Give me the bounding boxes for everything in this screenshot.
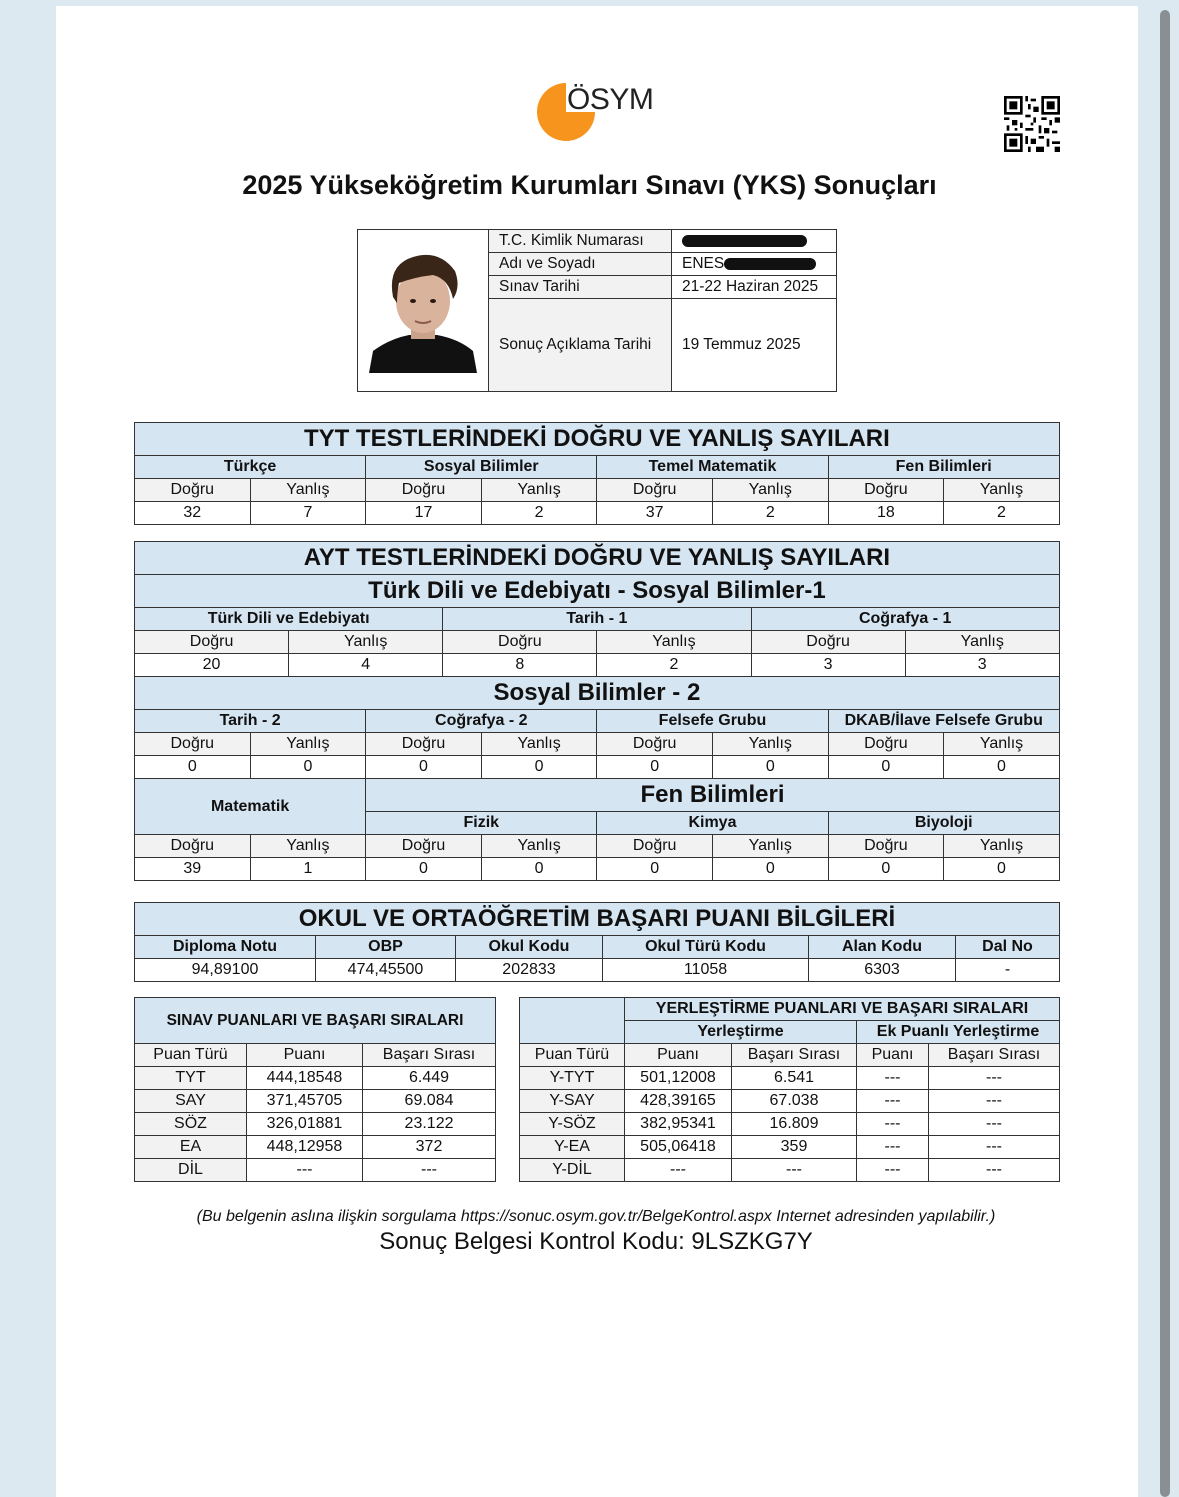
count-cell: 0 (481, 756, 597, 779)
tyt-table (134, 422, 1060, 525)
ayt-title: AYT TESTLERİNDEKİ DOĞRU VE YANLIŞ SAYILARI (135, 542, 1060, 575)
result-date-label: Sonuç Açıklama Tarihi (489, 299, 672, 392)
count-cell: 2 (481, 502, 597, 525)
subject-header: Türk Dili ve Edebiyatı (135, 608, 443, 631)
rank-cell: 6.541 (732, 1067, 857, 1090)
ayt-sos2-title: Sosyal Bilimler - 2 (135, 677, 1060, 710)
control-code: Sonuç Belgesi Kontrol Kodu: 9LSZKG7Y (379, 1228, 813, 1255)
school-value: 11058 (603, 959, 809, 982)
count-cell: 2 (944, 502, 1060, 525)
subject-header: Fizik (366, 812, 597, 835)
score-type: Y-DİL (520, 1159, 625, 1182)
col-dogru: Doğru (828, 835, 944, 858)
ayt-tde-title: Türk Dili ve Edebiyatı - Sosyal Bilimler-1 (135, 575, 1060, 608)
tyt-title: TYT TESTLERİNDEKİ DOĞRU VE YANLIŞ SAYILARI (135, 423, 1060, 456)
candidate-info-table (357, 229, 837, 392)
col-yanlis: Yanlış (481, 835, 597, 858)
rank-cell: 372 (363, 1136, 496, 1159)
school-header: Okul Türü Kodu (603, 936, 809, 959)
ek-score-cell: --- (857, 1113, 929, 1136)
count-cell: 0 (828, 858, 944, 881)
exam-date-label: Sınav Tarihi (489, 276, 672, 299)
score-cell: 505,06418 (625, 1136, 732, 1159)
col-dogru: Doğru (828, 733, 944, 756)
count-cell: 0 (828, 756, 944, 779)
school-value: 94,89100 (135, 959, 316, 982)
count-cell: 0 (481, 858, 597, 881)
ek-rank-cell: --- (929, 1159, 1060, 1182)
count-cell: 0 (712, 756, 828, 779)
col-dogru: Doğru (828, 479, 944, 502)
col-dogru: Doğru (135, 631, 289, 654)
name-value: ENES (672, 253, 837, 276)
col-dogru: Doğru (597, 479, 713, 502)
col-yanlis: Yanlış (250, 835, 366, 858)
count-cell: 1 (250, 858, 366, 881)
school-header: Okul Kodu (456, 936, 603, 959)
school-header: Diploma Notu (135, 936, 316, 959)
ek-score-cell: --- (857, 1090, 929, 1113)
matematik-header: Matematik (135, 779, 366, 835)
school-value: 474,45500 (316, 959, 456, 982)
subject-header: Kimya (597, 812, 828, 835)
scrollbar[interactable] (1160, 10, 1170, 1497)
rank-cell: 67.038 (732, 1090, 857, 1113)
col-yanlis: Yanlış (481, 733, 597, 756)
col-puani: Puanı (625, 1044, 732, 1067)
count-cell: 0 (250, 756, 366, 779)
score-cell: 428,39165 (625, 1090, 732, 1113)
school-value: 202833 (456, 959, 603, 982)
subject-header: Felsefe Grubu (597, 710, 828, 733)
ek-puanli-header: Ek Puanlı Yerleştirme (857, 1021, 1060, 1044)
col-yanlis: Yanlış (944, 479, 1060, 502)
school-header: Alan Kodu (809, 936, 956, 959)
col-puani: Puanı (857, 1044, 929, 1067)
col-basari: Başarı Sırası (929, 1044, 1060, 1067)
score-cell: 501,12008 (625, 1067, 732, 1090)
placement-title: YERLEŞTİRME PUANLARI VE BAŞARI SIRALARI (625, 998, 1060, 1021)
subject-header: Coğrafya - 1 (751, 608, 1059, 631)
count-cell: 2 (712, 502, 828, 525)
score-cell: --- (625, 1159, 732, 1182)
ek-score-cell: --- (857, 1136, 929, 1159)
count-cell: 2 (597, 654, 751, 677)
school-table (134, 902, 1060, 982)
score-type: Y-SAY (520, 1090, 625, 1113)
school-header: Dal No (956, 936, 1060, 959)
subject-header: Tarih - 1 (443, 608, 751, 631)
col-yanlis: Yanlış (905, 631, 1059, 654)
ek-score-cell: --- (857, 1067, 929, 1090)
exam-date-value: 21-22 Haziran 2025 (672, 276, 837, 299)
count-cell: 0 (944, 858, 1060, 881)
col-yanlis: Yanlış (712, 835, 828, 858)
name-label: Adı ve Soyadı (489, 253, 672, 276)
count-cell: 3 (751, 654, 905, 677)
exam-scores-table (134, 997, 496, 1182)
rank-cell: --- (363, 1159, 496, 1182)
col-dogru: Doğru (597, 835, 713, 858)
col-dogru: Doğru (135, 733, 251, 756)
count-cell: 20 (135, 654, 289, 677)
score-type: Y-TYT (520, 1067, 625, 1090)
col-yanlis: Yanlış (481, 479, 597, 502)
rank-cell: 16.809 (732, 1113, 857, 1136)
count-cell: 37 (597, 502, 713, 525)
subject-header: Sosyal Bilimler (366, 456, 597, 479)
col-dogru: Doğru (135, 479, 251, 502)
redaction-mark (724, 258, 816, 270)
subject-header: Coğrafya - 2 (366, 710, 597, 733)
qr-code-icon (1004, 96, 1060, 152)
count-cell: 0 (135, 756, 251, 779)
col-dogru: Doğru (751, 631, 905, 654)
count-cell: 39 (135, 858, 251, 881)
score-cell: 371,45705 (247, 1090, 363, 1113)
count-cell: 0 (944, 756, 1060, 779)
count-cell: 0 (597, 756, 713, 779)
col-yanlis: Yanlış (597, 631, 751, 654)
rank-cell: 23.122 (363, 1113, 496, 1136)
count-cell: 18 (828, 502, 944, 525)
score-cell: 326,01881 (247, 1113, 363, 1136)
score-type: SAY (135, 1090, 247, 1113)
col-yanlis: Yanlış (944, 835, 1060, 858)
count-cell: 17 (366, 502, 482, 525)
yerlestirme-header: Yerleştirme (625, 1021, 857, 1044)
count-cell: 32 (135, 502, 251, 525)
col-yanlis: Yanlış (289, 631, 443, 654)
subject-header: DKAB/İlave Felsefe Grubu (828, 710, 1059, 733)
col-dogru: Doğru (366, 835, 482, 858)
score-type: Y-SÖZ (520, 1113, 625, 1136)
col-yanlis: Yanlış (712, 733, 828, 756)
col-dogru: Doğru (135, 835, 251, 858)
rank-cell: --- (732, 1159, 857, 1182)
col-puan-turu: Puan Türü (135, 1044, 247, 1067)
count-cell: 3 (905, 654, 1059, 677)
tc-value (672, 230, 837, 253)
rank-cell: 69.084 (363, 1090, 496, 1113)
subject-header: Temel Matematik (597, 456, 828, 479)
school-value: - (956, 959, 1060, 982)
school-title: OKUL VE ORTAÖĞRETİM BAŞARI PUANI BİLGİLERİ (135, 903, 1060, 936)
col-dogru: Doğru (597, 733, 713, 756)
school-header: OBP (316, 936, 456, 959)
count-cell: 7 (250, 502, 366, 525)
count-cell: 8 (443, 654, 597, 677)
tc-label: T.C. Kimlik Numarası (489, 230, 672, 253)
subject-header: Fen Bilimleri (828, 456, 1059, 479)
ek-rank-cell: --- (929, 1067, 1060, 1090)
count-cell: 4 (289, 654, 443, 677)
score-cell: --- (247, 1159, 363, 1182)
col-dogru: Doğru (366, 479, 482, 502)
ek-rank-cell: --- (929, 1113, 1060, 1136)
candidate-photo (358, 230, 489, 392)
score-type: EA (135, 1136, 247, 1159)
col-yanlis: Yanlış (712, 479, 828, 502)
score-type: TYT (135, 1067, 247, 1090)
score-type: SÖZ (135, 1113, 247, 1136)
score-type: Y-EA (520, 1136, 625, 1159)
score-type: DİL (135, 1159, 247, 1182)
placement-scores-table (519, 997, 1060, 1182)
result-date-value: 19 Temmuz 2025 (672, 299, 837, 392)
redaction-mark (682, 235, 807, 247)
count-cell: 0 (366, 756, 482, 779)
count-cell: 0 (366, 858, 482, 881)
count-cell: 0 (712, 858, 828, 881)
fen-title: Fen Bilimleri (366, 779, 1060, 812)
score-cell: 448,12958 (247, 1136, 363, 1159)
score-cell: 444,18548 (247, 1067, 363, 1090)
verification-note: (Bu belgenin aslına ilişkin sorgulama https://sonuc.osym.gov.tr/BelgeKontrol.aspx Internet adresinden yapılabilir.) (196, 1208, 996, 1225)
exam-scores-title: SINAV PUANLARI VE BAŞARI SIRALARI (135, 998, 496, 1044)
ayt-table (134, 541, 1060, 881)
subject-header: Biyoloji (828, 812, 1059, 835)
subject-header: Türkçe (135, 456, 366, 479)
score-cell: 382,95341 (625, 1113, 732, 1136)
col-dogru: Doğru (366, 733, 482, 756)
ek-rank-cell: --- (929, 1090, 1060, 1113)
page-title: 2025 Yükseköğretim Kurumları Sınavı (YKS) Sonuçları (242, 170, 937, 200)
school-value: 6303 (809, 959, 956, 982)
count-cell: 0 (597, 858, 713, 881)
col-dogru: Doğru (443, 631, 597, 654)
col-yanlis: Yanlış (944, 733, 1060, 756)
col-basari: Başarı Sırası (732, 1044, 857, 1067)
osym-logo: ÖSYM (537, 83, 667, 145)
subject-header: Tarih - 2 (135, 710, 366, 733)
col-basari: Başarı Sırası (363, 1044, 496, 1067)
rank-cell: 6.449 (363, 1067, 496, 1090)
ek-rank-cell: --- (929, 1136, 1060, 1159)
col-puani: Puanı (247, 1044, 363, 1067)
blank-header-cell (520, 998, 625, 1044)
rank-cell: 359 (732, 1136, 857, 1159)
col-yanlis: Yanlış (250, 733, 366, 756)
col-yanlis: Yanlış (250, 479, 366, 502)
col-puan-turu: Puan Türü (520, 1044, 625, 1067)
ek-score-cell: --- (857, 1159, 929, 1182)
